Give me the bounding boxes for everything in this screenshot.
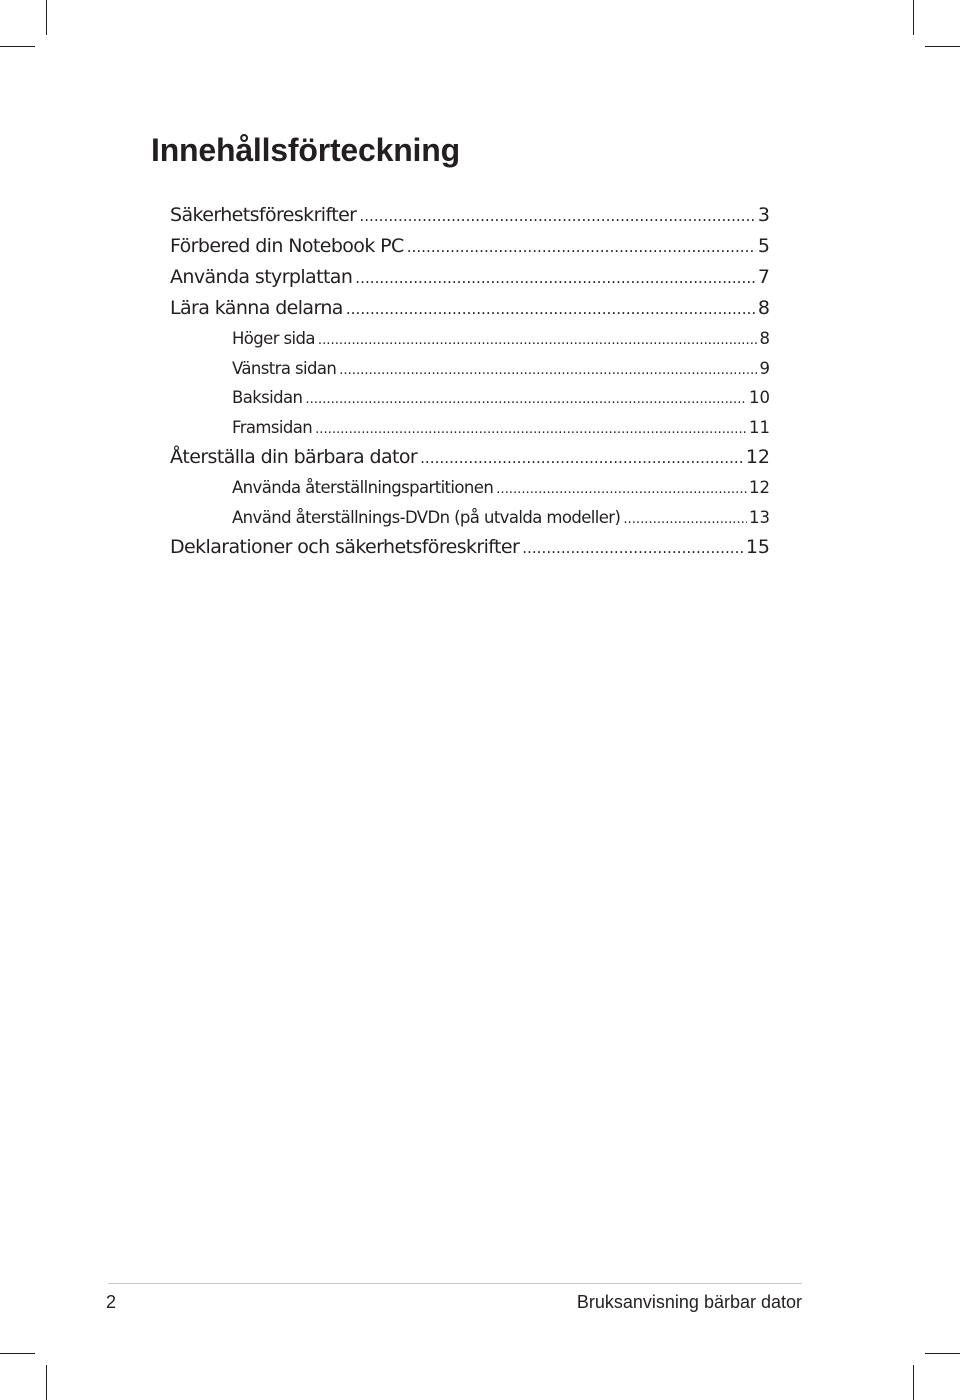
toc-entry-label: Använda återställningspartitionen [232, 478, 494, 497]
toc-page-number: 5 [757, 235, 770, 257]
toc-leader-dots [346, 293, 756, 325]
toc-entry-label: Vänstra sidan [232, 358, 337, 378]
toc-entry-label: Deklarationer och säkerhetsföreskrifter [170, 536, 520, 558]
toc-page-number: 3 [757, 204, 770, 226]
page-title: Innehållsförteckning [151, 132, 460, 168]
toc-page-number: 12 [745, 446, 770, 468]
toc-page-number: 12 [749, 478, 770, 497]
toc-page-number: 15 [745, 536, 770, 558]
toc-subentry[interactable] [170, 473, 770, 503]
toc-leader-dots [522, 532, 744, 564]
toc-entry-label: Förbered din Notebook PC [170, 235, 404, 257]
toc-page-number: 8 [757, 297, 770, 319]
toc-leader-dots [420, 442, 744, 474]
toc-page-number: 7 [757, 266, 770, 288]
toc-entry-label: Lära känna delarna [170, 297, 343, 319]
toc-leader-dots [407, 231, 756, 263]
toc-entry-label: Baksidan [232, 388, 303, 407]
footer-document-title: Bruksanvisning bärbar dator [576, 1292, 802, 1312]
toc-leader-dots [318, 324, 758, 356]
toc-entry-label: Säkerhetsföreskrifter [170, 204, 357, 226]
toc-subentry[interactable] [170, 413, 770, 443]
toc-leader-dots [315, 413, 747, 445]
crop-mark-top-right-vertical [913, 0, 914, 35]
toc-entry[interactable] [170, 532, 770, 563]
toc-subentry[interactable] [170, 503, 770, 533]
toc-entry-label: Återställa din bärbara dator [170, 446, 418, 468]
footer-page-number: 2 [106, 1292, 117, 1312]
toc-leader-dots [355, 262, 756, 294]
toc-entry[interactable] [170, 442, 770, 473]
toc-leader-dots [305, 383, 747, 415]
footer-divider [108, 1283, 802, 1284]
toc-page-number: 13 [749, 507, 770, 527]
toc-subentry[interactable] [170, 354, 770, 384]
toc-entry[interactable] [170, 293, 770, 324]
crop-mark-bottom-right-vertical [913, 1365, 914, 1400]
toc-page-number: 11 [749, 417, 770, 437]
table-of-contents [170, 200, 770, 563]
toc-page-number: 8 [759, 329, 770, 348]
toc-leader-dots [359, 200, 756, 232]
toc-entry-label: Framsidan [232, 417, 313, 437]
toc-subentry[interactable] [170, 324, 770, 354]
toc-entry[interactable] [170, 231, 770, 262]
toc-page-number: 9 [759, 358, 770, 378]
toc-entry-label: Använda styrplattan [170, 266, 353, 288]
crop-mark-bottom-right-horizontal [925, 1353, 960, 1354]
toc-entry[interactable] [170, 200, 770, 231]
toc-subentry[interactable] [170, 383, 770, 413]
toc-leader-dots [339, 354, 757, 386]
crop-mark-top-left-vertical [46, 0, 47, 35]
crop-mark-top-right-horizontal [925, 46, 960, 47]
toc-entry-label: Höger sida [232, 329, 315, 348]
crop-mark-top-left-horizontal [0, 46, 35, 47]
toc-entry-label: Använd återställnings-DVDn (på utvalda modeller) [232, 507, 621, 527]
toc-page-number: 10 [749, 388, 770, 407]
crop-mark-bottom-left-vertical [46, 1365, 47, 1400]
toc-entry[interactable] [170, 262, 770, 293]
toc-leader-dots [496, 473, 747, 505]
toc-leader-dots [623, 503, 747, 535]
crop-mark-bottom-left-horizontal [0, 1353, 35, 1354]
